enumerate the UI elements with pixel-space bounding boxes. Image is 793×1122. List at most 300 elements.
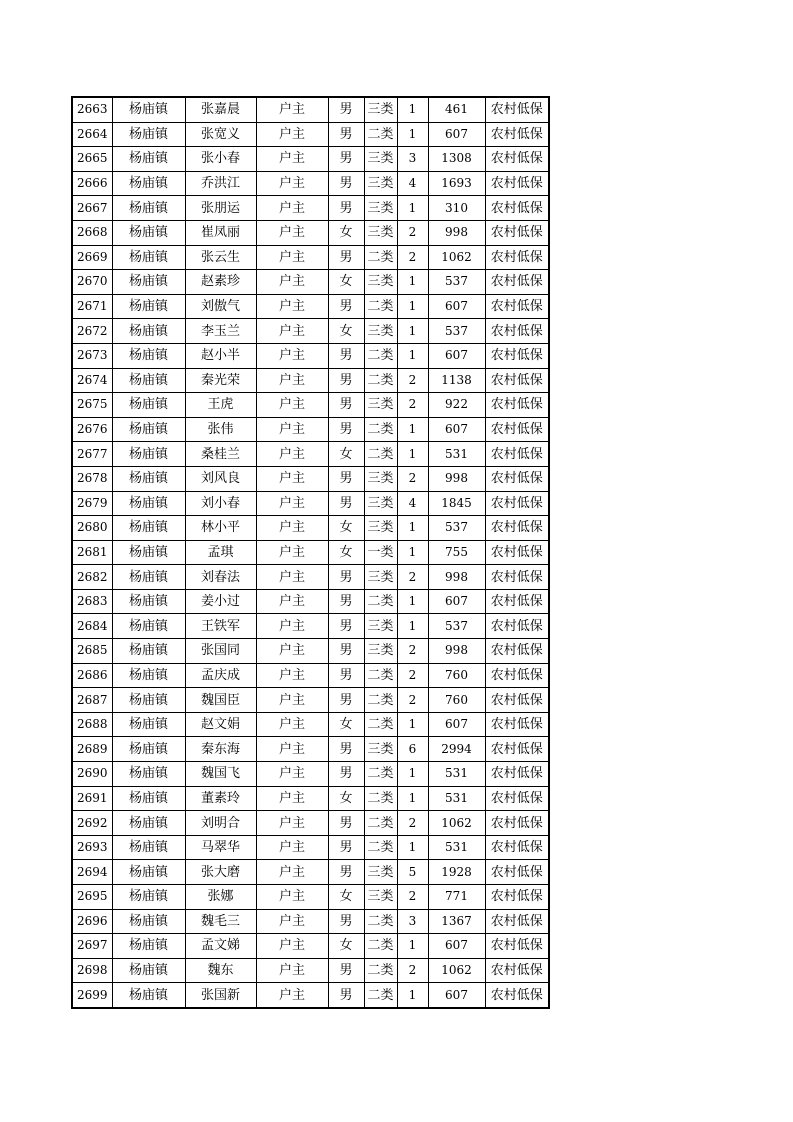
gender-cell: 女 [328, 934, 364, 959]
relation-cell: 户主 [256, 196, 328, 221]
household-count-cell: 1 [397, 589, 428, 614]
name-cell: 秦光荣 [185, 368, 256, 393]
name-cell: 张嘉晨 [185, 97, 256, 122]
amount-cell: 607 [428, 294, 485, 319]
household-count-cell: 2 [397, 663, 428, 688]
row-number-cell: 2670 [72, 270, 112, 295]
name-cell: 林小平 [185, 516, 256, 541]
category-cell: 二类 [364, 688, 397, 713]
assistance-type-cell: 农村低保 [485, 565, 549, 590]
town-cell: 杨庙镇 [112, 762, 185, 787]
household-count-cell: 1 [397, 294, 428, 319]
gender-cell: 男 [328, 565, 364, 590]
table-row [72, 958, 549, 983]
relation-cell: 户主 [256, 737, 328, 762]
table-row [72, 294, 549, 319]
row-number-cell: 2684 [72, 614, 112, 639]
household-count-cell: 1 [397, 983, 428, 1008]
table-row [72, 491, 549, 516]
town-cell: 杨庙镇 [112, 811, 185, 836]
relation-cell: 户主 [256, 491, 328, 516]
assistance-type-cell: 农村低保 [485, 909, 549, 934]
name-cell: 张云生 [185, 245, 256, 270]
assistance-type-cell: 农村低保 [485, 737, 549, 762]
relation-cell: 户主 [256, 983, 328, 1008]
gender-cell: 男 [328, 860, 364, 885]
row-number-cell: 2677 [72, 442, 112, 467]
category-cell: 三类 [364, 196, 397, 221]
table-row [72, 147, 549, 172]
assistance-type-cell: 农村低保 [485, 220, 549, 245]
table-row [72, 245, 549, 270]
household-count-cell: 2 [397, 245, 428, 270]
table-row [72, 270, 549, 295]
relation-cell: 户主 [256, 319, 328, 344]
relation-cell: 户主 [256, 762, 328, 787]
amount-cell: 531 [428, 442, 485, 467]
category-cell: 三类 [364, 516, 397, 541]
row-number-cell: 2696 [72, 909, 112, 934]
town-cell: 杨庙镇 [112, 171, 185, 196]
relation-cell: 户主 [256, 294, 328, 319]
household-count-cell: 5 [397, 860, 428, 885]
name-cell: 刘春法 [185, 565, 256, 590]
relation-cell: 户主 [256, 909, 328, 934]
roster-table [71, 96, 550, 1009]
household-count-cell: 2 [397, 220, 428, 245]
category-cell: 三类 [364, 270, 397, 295]
town-cell: 杨庙镇 [112, 860, 185, 885]
table-row [72, 417, 549, 442]
relation-cell: 户主 [256, 639, 328, 664]
gender-cell: 男 [328, 639, 364, 664]
row-number-cell: 2691 [72, 786, 112, 811]
row-number-cell: 2683 [72, 589, 112, 614]
assistance-type-cell: 农村低保 [485, 245, 549, 270]
town-cell: 杨庙镇 [112, 614, 185, 639]
assistance-type-cell: 农村低保 [485, 516, 549, 541]
amount-cell: 1138 [428, 368, 485, 393]
gender-cell: 女 [328, 442, 364, 467]
name-cell: 魏毛三 [185, 909, 256, 934]
assistance-type-cell: 农村低保 [485, 860, 549, 885]
relation-cell: 户主 [256, 540, 328, 565]
gender-cell: 男 [328, 171, 364, 196]
table-row [72, 516, 549, 541]
category-cell: 一类 [364, 540, 397, 565]
table-row [72, 368, 549, 393]
name-cell: 秦东海 [185, 737, 256, 762]
row-number-cell: 2668 [72, 220, 112, 245]
row-number-cell: 2672 [72, 319, 112, 344]
household-count-cell: 3 [397, 909, 428, 934]
amount-cell: 771 [428, 885, 485, 910]
assistance-type-cell: 农村低保 [485, 688, 549, 713]
row-number-cell: 2671 [72, 294, 112, 319]
table-row [72, 737, 549, 762]
category-cell: 三类 [364, 147, 397, 172]
assistance-type-cell: 农村低保 [485, 147, 549, 172]
town-cell: 杨庙镇 [112, 786, 185, 811]
row-number-cell: 2687 [72, 688, 112, 713]
household-count-cell: 2 [397, 368, 428, 393]
category-cell: 二类 [364, 417, 397, 442]
relation-cell: 户主 [256, 147, 328, 172]
town-cell: 杨庙镇 [112, 885, 185, 910]
gender-cell: 女 [328, 516, 364, 541]
category-cell: 二类 [364, 589, 397, 614]
name-cell: 刘傲气 [185, 294, 256, 319]
category-cell: 三类 [364, 220, 397, 245]
name-cell: 李玉兰 [185, 319, 256, 344]
roster-body [72, 97, 549, 1008]
category-cell: 二类 [364, 786, 397, 811]
household-count-cell: 2 [397, 688, 428, 713]
relation-cell: 户主 [256, 589, 328, 614]
gender-cell: 男 [328, 466, 364, 491]
household-count-cell: 4 [397, 491, 428, 516]
household-count-cell: 2 [397, 565, 428, 590]
amount-cell: 1367 [428, 909, 485, 934]
assistance-type-cell: 农村低保 [485, 417, 549, 442]
relation-cell: 户主 [256, 688, 328, 713]
category-cell: 三类 [364, 860, 397, 885]
category-cell: 三类 [364, 491, 397, 516]
assistance-type-cell: 农村低保 [485, 885, 549, 910]
relation-cell: 户主 [256, 565, 328, 590]
town-cell: 杨庙镇 [112, 343, 185, 368]
name-cell: 王铁军 [185, 614, 256, 639]
amount-cell: 998 [428, 220, 485, 245]
assistance-type-cell: 农村低保 [485, 270, 549, 295]
gender-cell: 男 [328, 343, 364, 368]
town-cell: 杨庙镇 [112, 220, 185, 245]
assistance-type-cell: 农村低保 [485, 811, 549, 836]
category-cell: 二类 [364, 835, 397, 860]
gender-cell: 男 [328, 393, 364, 418]
name-cell: 孟文娣 [185, 934, 256, 959]
amount-cell: 607 [428, 417, 485, 442]
relation-cell: 户主 [256, 663, 328, 688]
gender-cell: 女 [328, 712, 364, 737]
amount-cell: 537 [428, 516, 485, 541]
amount-cell: 310 [428, 196, 485, 221]
gender-cell: 女 [328, 220, 364, 245]
amount-cell: 607 [428, 122, 485, 147]
town-cell: 杨庙镇 [112, 319, 185, 344]
household-count-cell: 1 [397, 614, 428, 639]
relation-cell: 户主 [256, 614, 328, 639]
row-number-cell: 2667 [72, 196, 112, 221]
name-cell: 魏东 [185, 958, 256, 983]
category-cell: 三类 [364, 885, 397, 910]
town-cell: 杨庙镇 [112, 442, 185, 467]
household-count-cell: 4 [397, 171, 428, 196]
row-number-cell: 2697 [72, 934, 112, 959]
relation-cell: 户主 [256, 712, 328, 737]
name-cell: 张娜 [185, 885, 256, 910]
gender-cell: 男 [328, 491, 364, 516]
relation-cell: 户主 [256, 417, 328, 442]
assistance-type-cell: 农村低保 [485, 368, 549, 393]
town-cell: 杨庙镇 [112, 270, 185, 295]
gender-cell: 男 [328, 909, 364, 934]
town-cell: 杨庙镇 [112, 147, 185, 172]
gender-cell: 女 [328, 786, 364, 811]
name-cell: 魏国臣 [185, 688, 256, 713]
assistance-type-cell: 农村低保 [485, 294, 549, 319]
town-cell: 杨庙镇 [112, 712, 185, 737]
name-cell: 魏国飞 [185, 762, 256, 787]
amount-cell: 2994 [428, 737, 485, 762]
relation-cell: 户主 [256, 442, 328, 467]
name-cell: 张国新 [185, 983, 256, 1008]
household-count-cell: 1 [397, 270, 428, 295]
gender-cell: 男 [328, 688, 364, 713]
household-count-cell: 2 [397, 639, 428, 664]
row-number-cell: 2686 [72, 663, 112, 688]
gender-cell: 女 [328, 540, 364, 565]
row-number-cell: 2685 [72, 639, 112, 664]
amount-cell: 607 [428, 983, 485, 1008]
table-row [72, 319, 549, 344]
relation-cell: 户主 [256, 171, 328, 196]
gender-cell: 男 [328, 294, 364, 319]
town-cell: 杨庙镇 [112, 368, 185, 393]
name-cell: 刘明合 [185, 811, 256, 836]
amount-cell: 537 [428, 614, 485, 639]
name-cell: 崔凤丽 [185, 220, 256, 245]
town-cell: 杨庙镇 [112, 688, 185, 713]
name-cell: 马翠华 [185, 835, 256, 860]
amount-cell: 998 [428, 565, 485, 590]
household-count-cell: 1 [397, 122, 428, 147]
name-cell: 赵文娟 [185, 712, 256, 737]
category-cell: 三类 [364, 639, 397, 664]
name-cell: 张宽义 [185, 122, 256, 147]
town-cell: 杨庙镇 [112, 958, 185, 983]
assistance-type-cell: 农村低保 [485, 393, 549, 418]
assistance-type-cell: 农村低保 [485, 196, 549, 221]
category-cell: 二类 [364, 983, 397, 1008]
amount-cell: 531 [428, 786, 485, 811]
household-count-cell: 1 [397, 540, 428, 565]
relation-cell: 户主 [256, 466, 328, 491]
gender-cell: 男 [328, 589, 364, 614]
row-number-cell: 2680 [72, 516, 112, 541]
gender-cell: 男 [328, 663, 364, 688]
row-number-cell: 2694 [72, 860, 112, 885]
relation-cell: 户主 [256, 368, 328, 393]
assistance-type-cell: 农村低保 [485, 934, 549, 959]
amount-cell: 531 [428, 835, 485, 860]
town-cell: 杨庙镇 [112, 983, 185, 1008]
assistance-type-cell: 农村低保 [485, 614, 549, 639]
household-count-cell: 1 [397, 319, 428, 344]
relation-cell: 户主 [256, 958, 328, 983]
table-row [72, 934, 549, 959]
assistance-type-cell: 农村低保 [485, 319, 549, 344]
assistance-type-cell: 农村低保 [485, 343, 549, 368]
assistance-type-cell: 农村低保 [485, 983, 549, 1008]
assistance-type-cell: 农村低保 [485, 835, 549, 860]
town-cell: 杨庙镇 [112, 565, 185, 590]
town-cell: 杨庙镇 [112, 663, 185, 688]
household-count-cell: 1 [397, 835, 428, 860]
name-cell: 王虎 [185, 393, 256, 418]
town-cell: 杨庙镇 [112, 393, 185, 418]
row-number-cell: 2699 [72, 983, 112, 1008]
assistance-type-cell: 农村低保 [485, 589, 549, 614]
table-row [72, 196, 549, 221]
gender-cell: 女 [328, 885, 364, 910]
table-row [72, 811, 549, 836]
category-cell: 三类 [364, 737, 397, 762]
assistance-type-cell: 农村低保 [485, 663, 549, 688]
table-row [72, 540, 549, 565]
household-count-cell: 1 [397, 712, 428, 737]
town-cell: 杨庙镇 [112, 516, 185, 541]
category-cell: 二类 [364, 122, 397, 147]
table-row [72, 786, 549, 811]
row-number-cell: 2688 [72, 712, 112, 737]
row-number-cell: 2665 [72, 147, 112, 172]
name-cell: 赵素珍 [185, 270, 256, 295]
name-cell: 姜小过 [185, 589, 256, 614]
table-row [72, 442, 549, 467]
relation-cell: 户主 [256, 270, 328, 295]
household-count-cell: 2 [397, 393, 428, 418]
category-cell: 三类 [364, 466, 397, 491]
assistance-type-cell: 农村低保 [485, 786, 549, 811]
row-number-cell: 2692 [72, 811, 112, 836]
amount-cell: 1928 [428, 860, 485, 885]
assistance-type-cell: 农村低保 [485, 639, 549, 664]
table-row [72, 614, 549, 639]
town-cell: 杨庙镇 [112, 196, 185, 221]
town-cell: 杨庙镇 [112, 491, 185, 516]
assistance-type-cell: 农村低保 [485, 491, 549, 516]
category-cell: 三类 [364, 319, 397, 344]
relation-cell: 户主 [256, 122, 328, 147]
category-cell: 二类 [364, 934, 397, 959]
amount-cell: 531 [428, 762, 485, 787]
town-cell: 杨庙镇 [112, 97, 185, 122]
name-cell: 张国同 [185, 639, 256, 664]
gender-cell: 男 [328, 368, 364, 393]
amount-cell: 607 [428, 343, 485, 368]
category-cell: 二类 [364, 712, 397, 737]
table-row [72, 466, 549, 491]
table-row [72, 639, 549, 664]
category-cell: 二类 [364, 245, 397, 270]
amount-cell: 998 [428, 466, 485, 491]
gender-cell: 男 [328, 245, 364, 270]
household-count-cell: 1 [397, 196, 428, 221]
gender-cell: 女 [328, 319, 364, 344]
table-row [72, 220, 549, 245]
row-number-cell: 2673 [72, 343, 112, 368]
amount-cell: 537 [428, 319, 485, 344]
relation-cell: 户主 [256, 220, 328, 245]
relation-cell: 户主 [256, 343, 328, 368]
category-cell: 二类 [364, 958, 397, 983]
household-count-cell: 1 [397, 343, 428, 368]
household-count-cell: 1 [397, 786, 428, 811]
assistance-type-cell: 农村低保 [485, 958, 549, 983]
category-cell: 三类 [364, 614, 397, 639]
name-cell: 张小春 [185, 147, 256, 172]
table-row [72, 762, 549, 787]
category-cell: 三类 [364, 565, 397, 590]
relation-cell: 户主 [256, 245, 328, 270]
row-number-cell: 2679 [72, 491, 112, 516]
name-cell: 桑桂兰 [185, 442, 256, 467]
gender-cell: 男 [328, 835, 364, 860]
gender-cell: 男 [328, 737, 364, 762]
name-cell: 张朋运 [185, 196, 256, 221]
relation-cell: 户主 [256, 811, 328, 836]
town-cell: 杨庙镇 [112, 466, 185, 491]
name-cell: 刘风良 [185, 466, 256, 491]
table-row [72, 983, 549, 1008]
row-number-cell: 2669 [72, 245, 112, 270]
table-row [72, 860, 549, 885]
assistance-type-cell: 农村低保 [485, 762, 549, 787]
gender-cell: 男 [328, 147, 364, 172]
table-row [72, 835, 549, 860]
household-count-cell: 1 [397, 516, 428, 541]
amount-cell: 1845 [428, 491, 485, 516]
amount-cell: 1693 [428, 171, 485, 196]
name-cell: 董素玲 [185, 786, 256, 811]
gender-cell: 男 [328, 196, 364, 221]
gender-cell: 女 [328, 270, 364, 295]
gender-cell: 男 [328, 417, 364, 442]
table-row [72, 565, 549, 590]
table-row [72, 885, 549, 910]
table-row [72, 122, 549, 147]
assistance-type-cell: 农村低保 [485, 97, 549, 122]
category-cell: 三类 [364, 171, 397, 196]
amount-cell: 461 [428, 97, 485, 122]
amount-cell: 1308 [428, 147, 485, 172]
town-cell: 杨庙镇 [112, 589, 185, 614]
relation-cell: 户主 [256, 835, 328, 860]
amount-cell: 537 [428, 270, 485, 295]
row-number-cell: 2676 [72, 417, 112, 442]
gender-cell: 男 [328, 122, 364, 147]
town-cell: 杨庙镇 [112, 639, 185, 664]
household-count-cell: 6 [397, 737, 428, 762]
town-cell: 杨庙镇 [112, 835, 185, 860]
amount-cell: 998 [428, 639, 485, 664]
household-count-cell: 1 [397, 934, 428, 959]
household-count-cell: 2 [397, 958, 428, 983]
row-number-cell: 2695 [72, 885, 112, 910]
category-cell: 二类 [364, 663, 397, 688]
gender-cell: 男 [328, 958, 364, 983]
household-count-cell: 2 [397, 885, 428, 910]
row-number-cell: 2675 [72, 393, 112, 418]
relation-cell: 户主 [256, 393, 328, 418]
town-cell: 杨庙镇 [112, 934, 185, 959]
gender-cell: 男 [328, 614, 364, 639]
table-row [72, 393, 549, 418]
amount-cell: 760 [428, 663, 485, 688]
row-number-cell: 2674 [72, 368, 112, 393]
household-count-cell: 3 [397, 147, 428, 172]
